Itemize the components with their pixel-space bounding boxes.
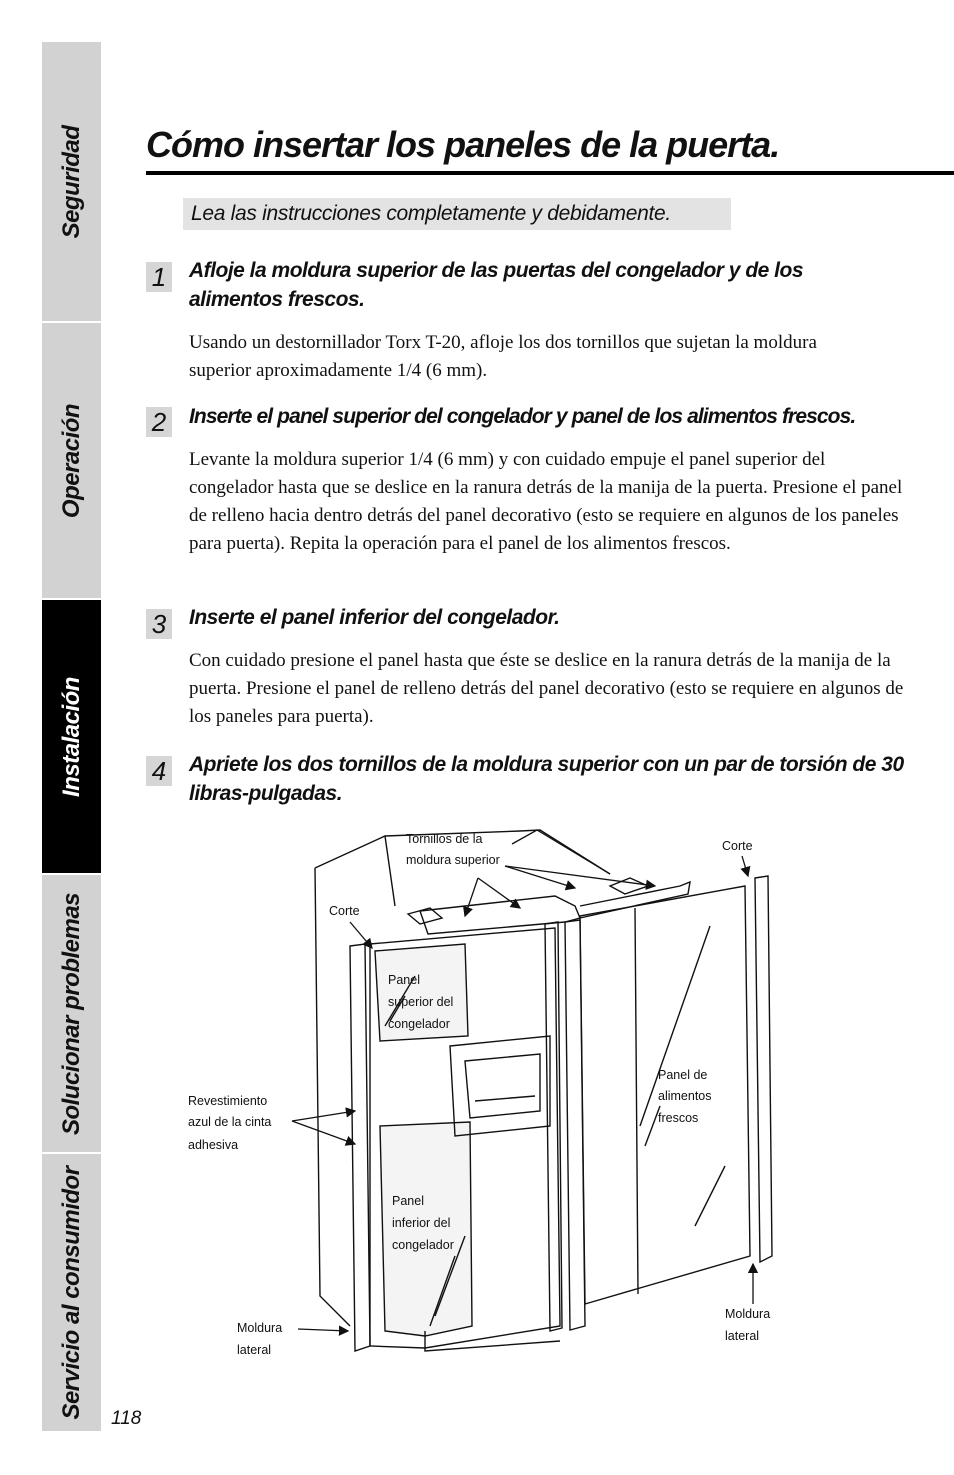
step-body: Con cuidado presione el panel hasta que éste se deslice en la ranura detrás de la manija de la puerta. Presione el panel de relleno detrás del panel decorativo (esto se requiere en algunos de los paneles para puerta). [189, 650, 904, 727]
step-heading: Inserte el panel superior del congelador y panel de los alimentos frescos. [189, 405, 856, 428]
refrigerator-door-panel-diagram [180, 826, 780, 1366]
label-fresh-panel-1: Panel de [658, 1068, 708, 1082]
step-heading: Inserte el panel inferior del congelador. [189, 606, 560, 629]
label-trim-right-1: Moldura [725, 1307, 771, 1321]
label-lower-panel-1: Panel [392, 1194, 424, 1208]
label-tape-2: azul de la cinta [188, 1115, 272, 1129]
step-heading: Afloje la moldura superior de las puertas del congelador y de los alimentos frescos. [189, 259, 803, 311]
tab-label: Solucionar problemas [57, 892, 85, 1135]
step-body: Usando un destornillador Torx T-20, afloje los dos tornillos que sujetan la moldura superior aproximadamente 1/4 (6 mm). [189, 332, 817, 381]
label-upper-panel-1: Panel [388, 973, 420, 987]
tab-seguridad[interactable] [42, 42, 101, 321]
label-fresh-panel-2: alimentos [658, 1089, 712, 1103]
label-trim-right-2: lateral [725, 1329, 760, 1343]
section-tabs [42, 42, 101, 1431]
step-number: 3 [146, 609, 172, 639]
page-title: Cómo insertar los paneles de la puerta. [146, 124, 780, 165]
label-fresh-panel-3: frescos [658, 1111, 699, 1125]
label-upper-panel-2: superior del [388, 995, 454, 1009]
instruction-note: Lea las instrucciones completamente y debidamente. [183, 198, 731, 230]
tab-instalacion[interactable] [42, 600, 101, 873]
label-corte-right: Corte [722, 839, 753, 853]
label-corte-left: Corte [329, 904, 360, 918]
label-tape-1: Revestimiento [188, 1094, 268, 1108]
step-number: 1 [146, 262, 172, 292]
step-heading: Apriete los dos tornillos de la moldura superior con un par de torsión de 30 libras-pulgadas. [189, 753, 904, 805]
tab-label: Seguridad [57, 125, 85, 238]
label-screws-2: moldura superior [406, 853, 500, 867]
tab-label: Operación [57, 403, 85, 518]
tab-operacion[interactable] [42, 323, 101, 598]
step-number: 4 [146, 756, 172, 786]
tab-servicio-al-consumidor[interactable] [42, 1154, 101, 1431]
label-tape-3: adhesiva [188, 1138, 239, 1152]
step-body: Levante la moldura superior 1/4 (6 mm) y con cuidado empuje el panel superior del congelador hasta que se deslice en la ranura detrás de la manija de la puerta. Presione el panel de relleno hacia dentro detrás del panel decorativo (esto se requiere en algunos de los paneles para puerta). Repita la operación para el panel de los alimentos frescos. [189, 449, 903, 554]
label-trim-left-2: lateral [237, 1343, 272, 1357]
label-lower-panel-3: congelador [392, 1238, 454, 1252]
label-screws-1: Tornillos de la [406, 832, 483, 846]
tab-solucionar-problemas[interactable] [42, 875, 101, 1152]
tab-label: Servicio al consumidor [57, 1165, 85, 1420]
label-lower-panel-2: inferior del [392, 1216, 451, 1230]
label-upper-panel-3: congelador [388, 1017, 450, 1031]
step-number: 2 [146, 407, 172, 437]
tab-label: Instalación [57, 676, 85, 797]
label-trim-left-1: Moldura [237, 1321, 283, 1335]
title-rule [146, 171, 954, 175]
page-number: 118 [111, 1408, 142, 1429]
